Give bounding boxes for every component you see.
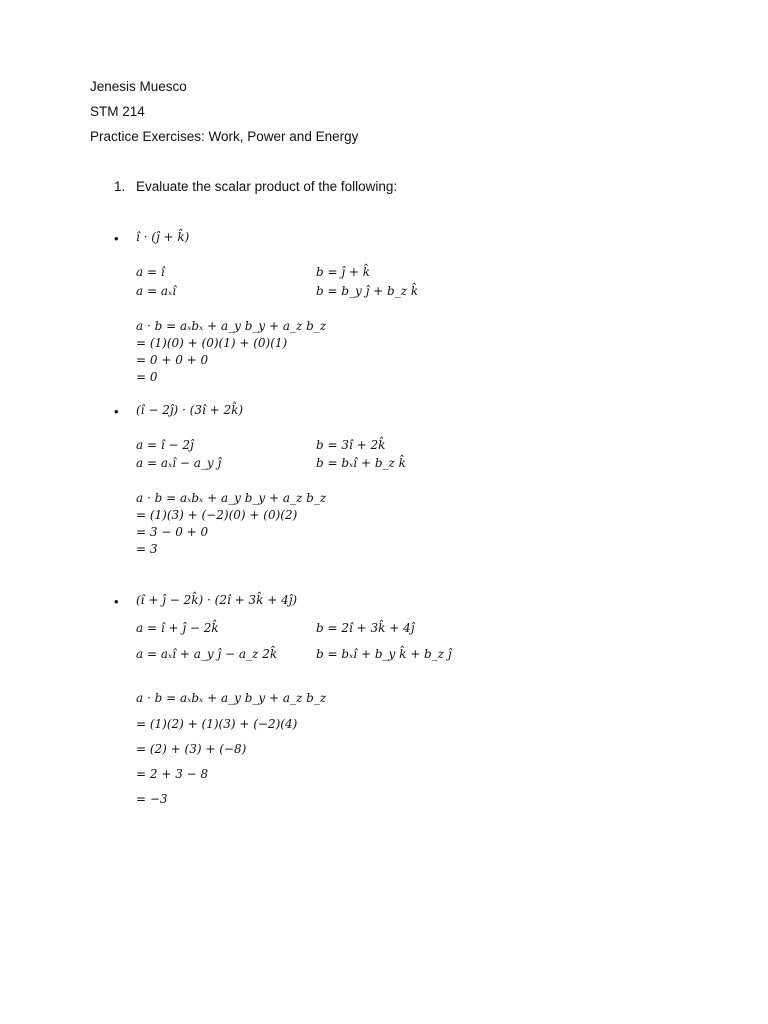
problem-2-a-definition: a = î − 2ĵ xyxy=(136,438,194,452)
problem-1-a-definition: a = î xyxy=(136,265,165,279)
document-title: Practice Exercises: Work, Power and Energy xyxy=(90,129,359,144)
problem-1-step-2: = (1)(0) + (0)(1) + (0)(1) xyxy=(136,336,288,350)
problem-3-step-2: = (1)(2) + (1)(3) + (−2)(4) xyxy=(136,717,298,731)
author-name: Jenesis Muesco xyxy=(90,79,187,94)
problem-2-step-2: = (1)(3) + (−2)(0) + (0)(2) xyxy=(136,508,298,522)
problem-2-step-1: a · b = aₓbₓ + a_y b_y + a_z b_z xyxy=(136,491,327,505)
problem-1-step-1: a · b = aₓbₓ + a_y b_y + a_z b_z xyxy=(136,319,327,333)
problem-3-b-components: b = bₓî + b_y k̂ + b_z ĵ xyxy=(316,647,452,661)
problem-1-expression: î · (ĵ + k̂) xyxy=(136,230,190,244)
problem-2-b-components: b = bₓî + b_z k̂ xyxy=(316,456,406,470)
problem-3-expression: (î + ĵ − 2k̂) · (2î + 3k̂ + 4ĵ) xyxy=(136,593,298,607)
question-number: 1. xyxy=(114,179,126,194)
problem-1-b-definition: b = ĵ + k̂ xyxy=(316,265,371,279)
problem-2-a-components: a = aₓî − a_y ĵ xyxy=(136,456,222,470)
problem-2-step-4: = 3 xyxy=(136,542,158,556)
problem-2-expression: (î − 2ĵ) · (3î + 2k̂) xyxy=(136,403,244,417)
problem-3-step-3: = (2) + (3) + (−8) xyxy=(136,742,247,756)
problem-1-step-4: = 0 xyxy=(136,370,158,384)
problem-3-step-1: a · b = aₓbₓ + a_y b_y + a_z b_z xyxy=(136,691,327,705)
problem-3-b-definition: b = 2î + 3k̂ + 4ĵ xyxy=(316,621,415,635)
problem-2-step-3: = 3 − 0 + 0 xyxy=(136,525,209,539)
bullet-2: • xyxy=(114,404,119,419)
problem-3-step-5: = −3 xyxy=(136,792,168,806)
problem-1-step-3: = 0 + 0 + 0 xyxy=(136,353,209,367)
bullet-3: • xyxy=(114,594,119,609)
problem-3-step-4: = 2 + 3 − 8 xyxy=(136,767,209,781)
course-code: STM 214 xyxy=(90,104,145,119)
problem-1-a-components: a = aₓî xyxy=(136,284,177,298)
question-text: Evaluate the scalar product of the following: xyxy=(136,179,398,194)
problem-3-a-definition: a = î + ĵ − 2k̂ xyxy=(136,621,219,635)
problem-2-b-definition: b = 3î + 2k̂ xyxy=(316,438,386,452)
bullet-1: • xyxy=(114,231,119,246)
problem-1-b-components: b = b_y ĵ + b_z k̂ xyxy=(316,284,419,298)
problem-3-a-components: a = aₓî + a_y ĵ − a_z 2k̂ xyxy=(136,647,278,661)
